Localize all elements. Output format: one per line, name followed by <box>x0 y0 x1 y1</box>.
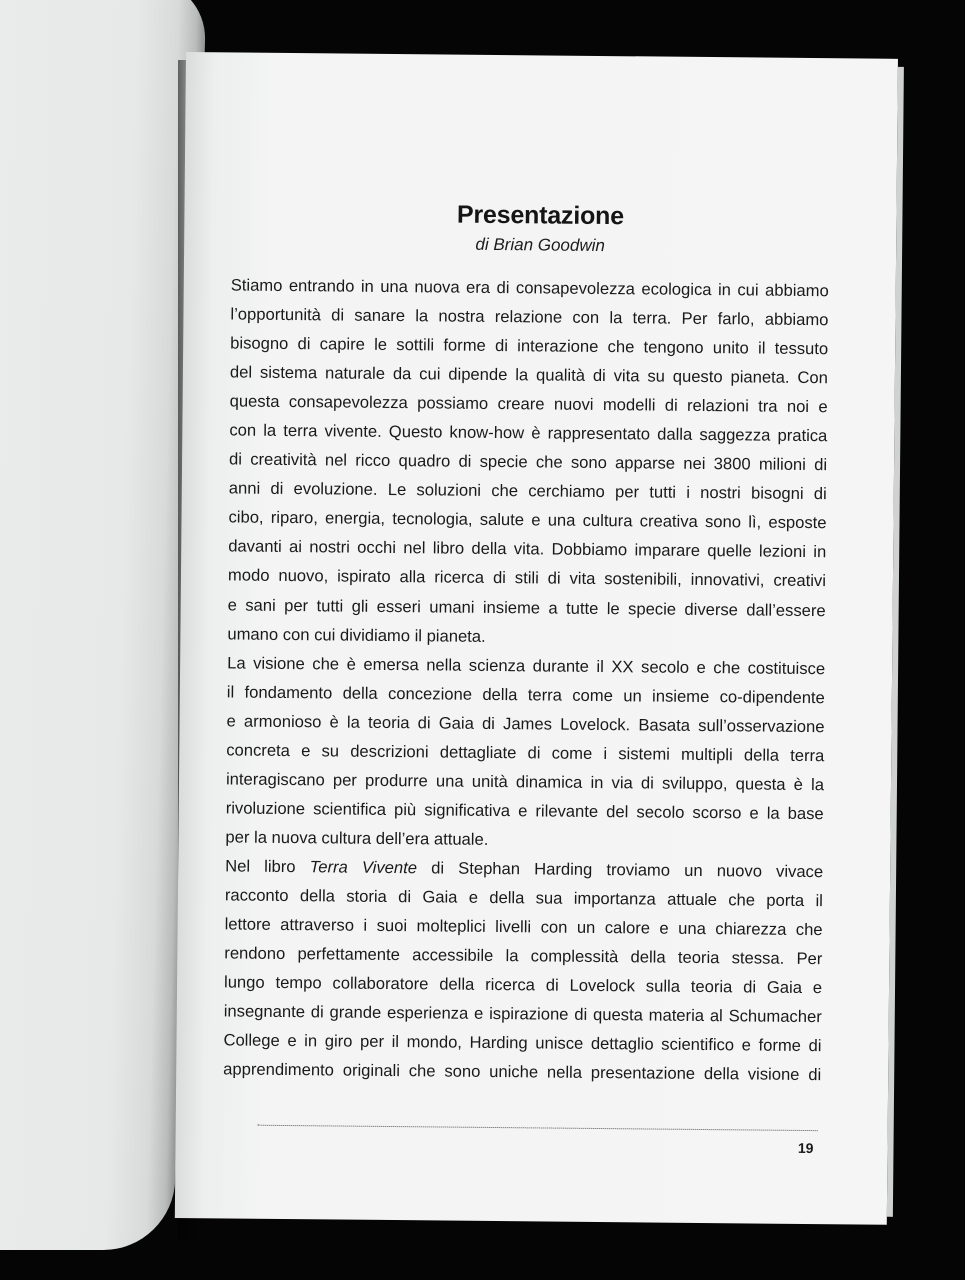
text-line: e armonioso è la teoria di Gaia di James Lovelock. Basata sull’osservazione <box>226 711 825 736</box>
text-segment: di Stephan Harding troviamo un nuovo vivace <box>431 858 824 882</box>
text-line: La visione che è emersa nella scienza durante il XX secolo e che costituisce <box>227 653 826 678</box>
text-line: anni di evoluzione. Le soluzioni che cerchiamo per tutti i nostri bisogni di <box>228 478 827 504</box>
text-line: Stiamo entrando in una nuova era di consapevolezza ecologica in cui abbiamo <box>230 275 829 301</box>
text-line: interagiscano per produrre una unità dinamica in via di sviluppo, questa è la <box>225 769 825 794</box>
text-line: e sani per tutti gli esseri umani insieme a tutte le specie diverse dall’essere <box>227 594 826 620</box>
text-line: l’opportunità di sanare la nostra relazione con la terra. Per farlo, abbiamo <box>230 304 829 330</box>
text-line: con la terra vivente. Questo know-how è rappresentato dalla saggezza pratica <box>229 420 828 446</box>
text-line: bisogno di capire le sottili forme di interazione che tengono unito il tessuto <box>230 333 829 359</box>
text-line: rendono perfettamente accessibile la complessità della teoria stessa. Per <box>224 943 823 969</box>
text-line: rivoluzione scientifica più significativa e rilevante del secolo scorso e la base <box>225 798 824 823</box>
text-line: questa consapevolezza possiamo creare nuovi modelli di relazioni tra noi e <box>229 391 828 417</box>
text-line: concreta e su descrizioni dettagliate di come i sistemi multipli della terra <box>226 740 825 765</box>
book-title: Terra Vivente <box>309 857 418 878</box>
page-title: Presentazione <box>456 200 625 231</box>
page-author: di Brian Goodwin <box>475 234 605 256</box>
text-line: del sistema naturale da cui dipende la qualità di vita su questo pianeta. Con <box>229 362 828 388</box>
text-line: il fondamento della concezione della terra come un insieme co-dipendente <box>226 682 825 707</box>
footer-divider <box>258 1125 818 1131</box>
text-line: College e in giro per il mondo, Harding unisce dettaglio scientifico e forme di <box>223 1030 822 1056</box>
text-line: per la nuova cultura dell’era attuale. <box>225 827 489 849</box>
text-line: modo nuovo, ispirato alla ricerca di stili di vita sostenibili, innovativi, creativi <box>227 565 827 591</box>
page-number: 19 <box>797 1139 814 1157</box>
body-text <box>223 270 829 1089</box>
text-line: di creatività nel ricco quadro di specie che sono apparse nei 3800 milioni di <box>229 449 828 475</box>
text-line: racconto della storia di Gaia e della sua importanza attuale che porta il <box>224 885 823 911</box>
book-page <box>175 52 898 1225</box>
text-line: lettore attraverso i suoi molteplici livelli con un calore e una chiarezza che <box>224 914 823 940</box>
text-segment: Nel libro <box>225 856 296 877</box>
text-line: apprendimento originali che sono uniche nella presentazione della visione di <box>223 1059 822 1085</box>
text-line: insegnante di grande esperienza e ispirazione di questa materia al Schumacher <box>223 1001 822 1027</box>
text-line: davanti ai nostri occhi nel libro della vita. Dobbiamo imparare quelle lezioni in <box>228 536 827 562</box>
text-line: cibo, riparo, energia, tecnologia, salute e una cultura creativa sono lì, esposte <box>228 507 827 533</box>
text-line: lungo tempo collaboratore della ricerca di Lovelock sulla teoria di Gaia e <box>223 972 823 998</box>
text-line: umano con cui dividiamo il pianeta. <box>227 623 486 646</box>
